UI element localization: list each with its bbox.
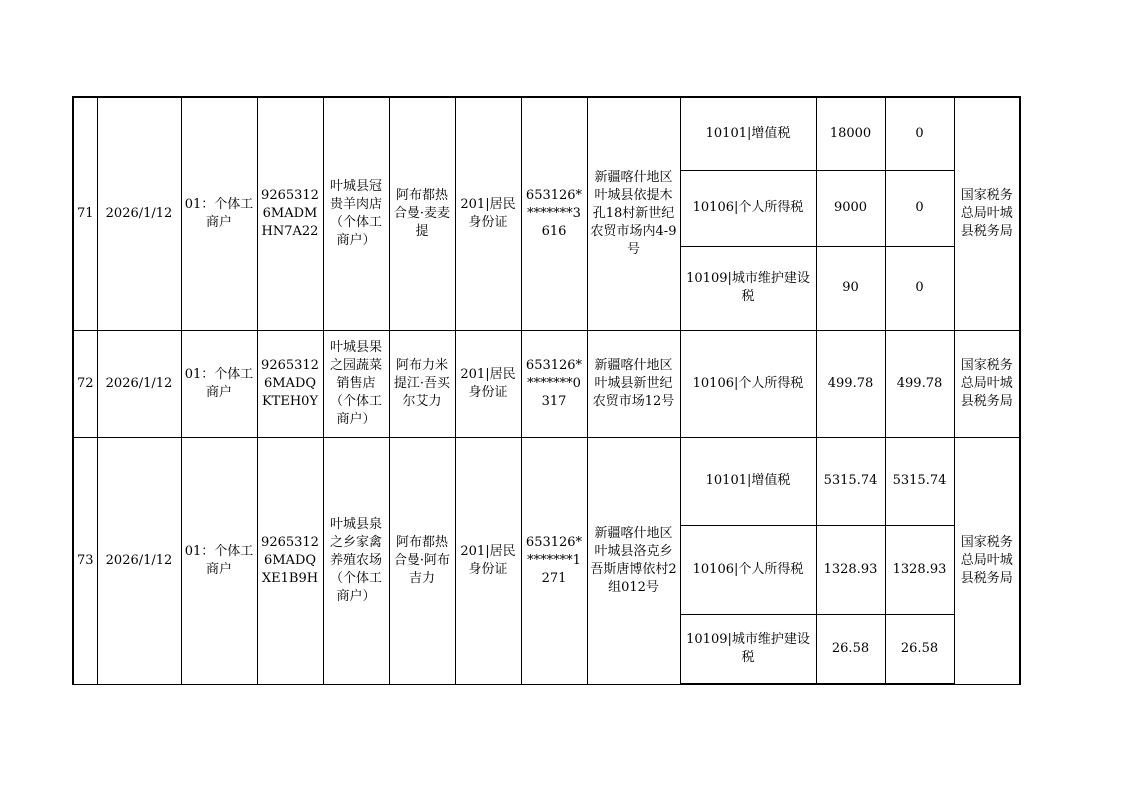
business-address: 新疆喀什地区叶城县新世纪农贸市场12号: [587, 330, 680, 437]
legal-person: 阿布都热合曼·阿布吉力: [389, 437, 455, 684]
tax-amount: 5315.74: [816, 437, 885, 525]
taxpayer-name: 叶城县泉之乡家禽养殖农场（个体工商户）: [323, 437, 389, 684]
id-number: 653126********1271: [521, 437, 587, 684]
tax-paid: 26.58: [885, 614, 954, 684]
tax-item: 10106|个人所得税: [680, 525, 816, 614]
id-type: 201|居民身份证: [455, 97, 521, 330]
row-number: 73: [73, 437, 97, 684]
tax-authority: 国家税务总局叶城县税务局: [954, 330, 1020, 437]
tax-item: 10106|个人所得税: [680, 330, 816, 437]
id-type: 201|居民身份证: [455, 437, 521, 684]
business-address: 新疆喀什地区叶城县洛克乡吾斯唐博依村2组012号: [587, 437, 680, 684]
business-address: 新疆喀什地区叶城县依提木孔18村新世纪农贸市场内4-9号: [587, 97, 680, 330]
tax-amount: 26.58: [816, 614, 885, 684]
credit-code: 92653126MADMHN7A22: [257, 97, 323, 330]
tax-paid: 0: [885, 246, 954, 330]
register-date: 2026/1/12: [97, 330, 181, 437]
table-row: [73, 437, 1020, 525]
tax-item: 10109|城市维护建设税: [680, 246, 816, 330]
tax-item: 10101|增值税: [680, 97, 816, 170]
legal-person: 阿布都热合曼·麦麦提: [389, 97, 455, 330]
row-number: 72: [73, 330, 97, 437]
tax-amount: 9000: [816, 170, 885, 246]
taxpayer-type: 01：个体工商户: [181, 97, 257, 330]
id-number: 653126********0317: [521, 330, 587, 437]
tax-paid: 5315.74: [885, 437, 954, 525]
id-number: 653126********3616: [521, 97, 587, 330]
tax-amount: 90: [816, 246, 885, 330]
taxpayer-type: 01：个体工商户: [181, 330, 257, 437]
taxpayer-name: 叶城县冠贵羊肉店（个体工商户）: [323, 97, 389, 330]
tax-paid: 0: [885, 97, 954, 170]
table-row: [73, 330, 1020, 437]
tax-item: 10106|个人所得税: [680, 170, 816, 246]
table-row: [73, 97, 1020, 170]
row-number: 71: [73, 97, 97, 330]
credit-code: 92653126MADQXE1B9H: [257, 437, 323, 684]
tax-item: 10109|城市维护建设税: [680, 614, 816, 684]
tax-authority: 国家税务总局叶城县税务局: [954, 97, 1020, 330]
tax-paid: 1328.93: [885, 525, 954, 614]
taxpayer-name: 叶城县果之园蔬菜销售店（个体工商户）: [323, 330, 389, 437]
credit-code: 92653126MADQKTEH0Y: [257, 330, 323, 437]
tax-item: 10101|增值税: [680, 437, 816, 525]
taxpayer-type: 01：个体工商户: [181, 437, 257, 684]
tax-amount: 499.78: [816, 330, 885, 437]
tax-paid: 499.78: [885, 330, 954, 437]
tax-authority: 国家税务总局叶城县税务局: [954, 437, 1020, 684]
tax-amount: 18000: [816, 97, 885, 170]
register-date: 2026/1/12: [97, 437, 181, 684]
legal-person: 阿布力米提江·吾买尔艾力: [389, 330, 455, 437]
tax-record-table: [72, 96, 1021, 685]
tax-amount: 1328.93: [816, 525, 885, 614]
id-type: 201|居民身份证: [455, 330, 521, 437]
register-date: 2026/1/12: [97, 97, 181, 330]
tax-paid: 0: [885, 170, 954, 246]
